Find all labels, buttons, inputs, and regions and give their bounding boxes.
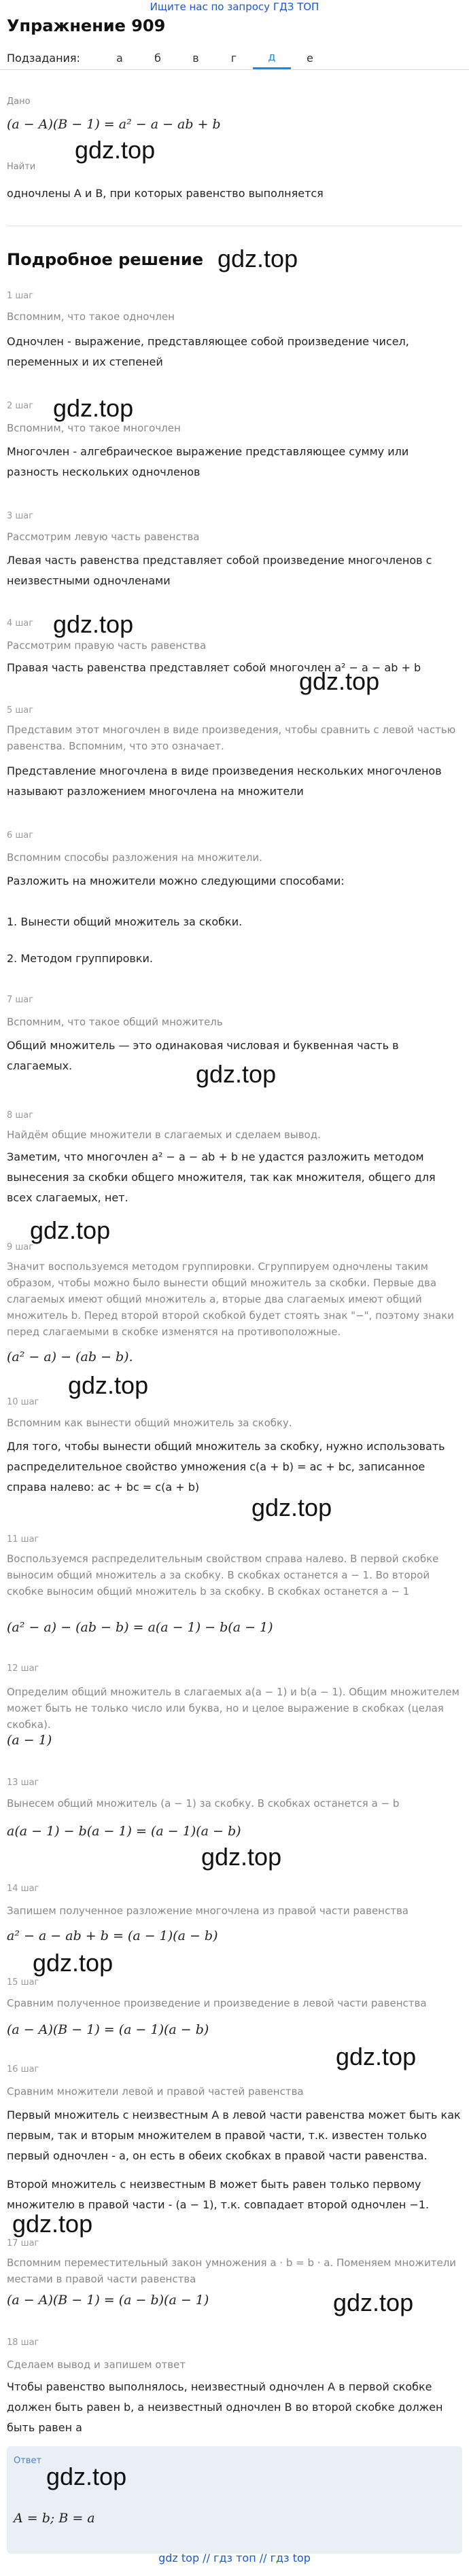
- step-text: Общий множитель — это одинаковая числовая и буквенная часть в слагаемых.: [7, 1039, 399, 1072]
- tab-d-active[interactable]: д: [253, 46, 291, 69]
- tab-v[interactable]: в: [192, 51, 199, 65]
- watermark: gdz.top: [196, 1060, 277, 1088]
- search-banner-link[interactable]: Ищите нас по запросу ГДЗ ТОП: [150, 1, 319, 13]
- step-description: Сравним множители левой и правой частей равенства: [7, 2085, 304, 2098]
- watermark: gdz.top: [333, 2289, 414, 2316]
- step-number: 14 шаг: [7, 1884, 39, 1894]
- step-number: 4 шаг: [7, 618, 34, 629]
- step-number: 16 шаг: [7, 2064, 39, 2075]
- step-number: 10 шаг: [7, 1397, 39, 1407]
- watermark: gdz.top: [12, 2210, 93, 2238]
- subtasks-tabs: [7, 46, 469, 69]
- step-number: 8 шаг: [7, 1110, 34, 1121]
- tab-e[interactable]: е: [307, 51, 313, 65]
- step-formula: (a − 1): [7, 1733, 52, 1748]
- tab-g[interactable]: г: [230, 51, 237, 65]
- step-description: Вспомним, что такое многочлен: [7, 422, 181, 434]
- step-number: 13 шаг: [7, 1778, 39, 1788]
- step-description: Воспользуемся распределительным свойством справа налево. В первой скобке выносим общий множитель a за скобку. В скобках останется a − 1. Во второй скобке выносим общий множитель b за скобку. В скобках останется a − 1: [7, 1553, 439, 1598]
- given-label: Дано: [7, 96, 31, 107]
- step-text: Левая часть равенства представляет собой произведение многочленов с неизвестными одночленами: [7, 554, 432, 587]
- step-formula: (a² − a) − (ab − b) = a(a − 1) − b(a − 1): [7, 1620, 273, 1635]
- step-text: Для того, чтобы вынести общий множитель за скобку, нужно использовать распределительное свойство умножения c(a + b) = ac + bc, записанное справа налево: ac + bc = c(a + b): [7, 1440, 445, 1494]
- watermark: gdz.top: [68, 1371, 149, 1399]
- step-text: Правая часть равенства представляет собой многочлен a² − a − ab + b: [7, 661, 421, 674]
- tab-b[interactable]: б: [154, 51, 161, 65]
- step-text: Первый множитель с неизвестным A в левой части равенства может быть как первым, так и вторым множителем в правой части, т.к. известен только первый одночлен - a, он есть в обеих скобках в правой части равенства.: [7, 2109, 461, 2162]
- watermark: gdz.top: [53, 394, 134, 422]
- step-number: 5 шаг: [7, 705, 34, 716]
- step-number: 15 шаг: [7, 1977, 39, 1988]
- watermark: gdz.top: [336, 2043, 417, 2070]
- subtasks-label: Подзадания:: [7, 51, 80, 65]
- step-description: Рассмотрим правую часть равенства: [7, 639, 207, 652]
- watermark: gdz.top: [33, 1949, 114, 1977]
- step-text: Одночлен - выражение, представляющее собой произведение чисел, переменных и их степеней: [7, 335, 409, 368]
- step-description: Значит воспользуемся методом группировки. Сгруппируем одночлены таким образом, чтобы можно было вынести общий множитель за скобки. Первые два слагаемых имеют общий множитель a, вторые два слагаемых имеют общий множитель b. Перед второй второй скобкой будет стоять знак "−", поэтому знаки перед слагаемыми в скобке изменятся на противоположные.: [7, 1260, 454, 1338]
- watermark: gdz.top: [46, 2463, 127, 2490]
- step-description: Вспомним, что такое одночлен: [7, 311, 175, 323]
- step-number: 3 шаг: [7, 511, 34, 521]
- step-number: 11 шаг: [7, 1534, 39, 1545]
- watermark: gdz.top: [30, 1216, 111, 1244]
- step-description: Сделаем вывод и запишем ответ: [7, 2359, 186, 2371]
- step-text: Второй множитель с неизвестным B может быть равен только первому множителю в правой части - (a − 1), т.к. совпадает второй одночлен −1.: [7, 2178, 430, 2211]
- answer-formula: A = b; B = a: [14, 2511, 95, 2526]
- step-text: Многочлен - алгебраическое выражение представляющее сумму или разность нескольких одночленов: [7, 445, 409, 478]
- step-description: Вспомним способы разложения на множители.: [7, 851, 262, 864]
- given-formula: (a − A)(B − 1) = a² − a − ab + b: [7, 117, 221, 132]
- step-description: Вспомним как вынести общий множитель за скобку.: [7, 1417, 292, 1429]
- tab-a[interactable]: а: [116, 51, 123, 65]
- step-description: Найдём общие множители в слагаемых и сделаем вывод.: [7, 1129, 321, 1141]
- step-description: Рассмотрим левую часть равенства: [7, 531, 200, 543]
- step-description: Вспомним, что такое общий множитель: [7, 1016, 223, 1028]
- step-description: Вспомним переместительный закон умножения a · b = b · a. Поменяем множители местами в правой части равенства: [7, 2257, 457, 2285]
- step-text: Разложить на множители можно следующими способами:: [7, 875, 345, 887]
- step-formula: a² − a − ab + b = (a − 1)(a − b): [7, 1928, 218, 1943]
- step-description: Представим этот многочлен в виде произведения, чтобы сравнить с левой частью равенства. Вспомним, что это означает.: [7, 724, 456, 752]
- list-item: 1. Вынести общий множитель за скобки.: [7, 915, 243, 928]
- step-number: 17 шаг: [7, 2238, 39, 2248]
- step-formula: (a − A)(B − 1) = (a − 1)(a − b): [7, 2022, 209, 2037]
- watermark: gdz.top: [218, 245, 298, 272]
- step-number: 6 шаг: [7, 830, 34, 841]
- step-number: 1 шаг: [7, 291, 34, 301]
- list-item: 2. Методом группировки.: [7, 952, 153, 965]
- step-number: 7 шаг: [7, 995, 34, 1005]
- find-label: Найти: [7, 162, 36, 172]
- step-number: 9 шаг: [7, 1242, 34, 1252]
- answer-label: Ответ: [14, 2456, 42, 2466]
- step-description: Вынесем общий множитель (a − 1) за скобку. В скобках останется a − b: [7, 1797, 400, 1810]
- step-text: Представление многочлена в виде произведения нескольких многочленов называют разложением многочлена на множители: [7, 764, 442, 798]
- watermark: gdz.top: [75, 136, 156, 164]
- page-title: Упражнение 909: [7, 16, 166, 35]
- step-description: Определим общий множитель в слагаемых a(a − 1) и b(a − 1). Общим множителем может быть не только число или буква, но и целое выражение в скобках (целая скобка).: [7, 1686, 459, 1731]
- step-text: Чтобы равенство выполнялось, неизвестный одночлен A в первой скобке должен быть равен b, а неизвестный одночлен B во второй скобке должен быть равен a: [7, 2380, 443, 2434]
- step-number: 18 шаг: [7, 2337, 39, 2348]
- step-formula: (a² − a) − (ab − b).: [7, 1349, 133, 1364]
- step-description: Сравним полученное произведение и произведение в левой части равенства: [7, 1997, 427, 2009]
- bottom-links[interactable]: gdz top // гдз топ // гдз top: [158, 2552, 311, 2564]
- solution-heading: Подробное решение: [7, 250, 203, 269]
- watermark: gdz.top: [299, 667, 380, 695]
- step-formula: (a − A)(B − 1) = (a − b)(a − 1): [7, 2293, 209, 2308]
- watermark: gdz.top: [251, 1494, 332, 1521]
- divider: [0, 69, 469, 70]
- step-formula: a(a − 1) − b(a − 1) = (a − 1)(a − b): [7, 1824, 241, 1839]
- step-text: Заметим, что многочлен a² − a − ab + b не удастся разложить методом вынесения за скобки общего множителя, так как множителя, общего для всех слагаемых, нет.: [7, 1150, 436, 1204]
- watermark: gdz.top: [53, 610, 134, 638]
- step-description: Запишем полученное разложение многочлена из правой части равенства: [7, 1905, 409, 1917]
- step-number: 2 шаг: [7, 401, 34, 411]
- find-text: одночлены A и B, при которых равенство выполняется: [7, 187, 324, 200]
- watermark: gdz.top: [201, 1843, 282, 1871]
- step-number: 12 шаг: [7, 1663, 39, 1674]
